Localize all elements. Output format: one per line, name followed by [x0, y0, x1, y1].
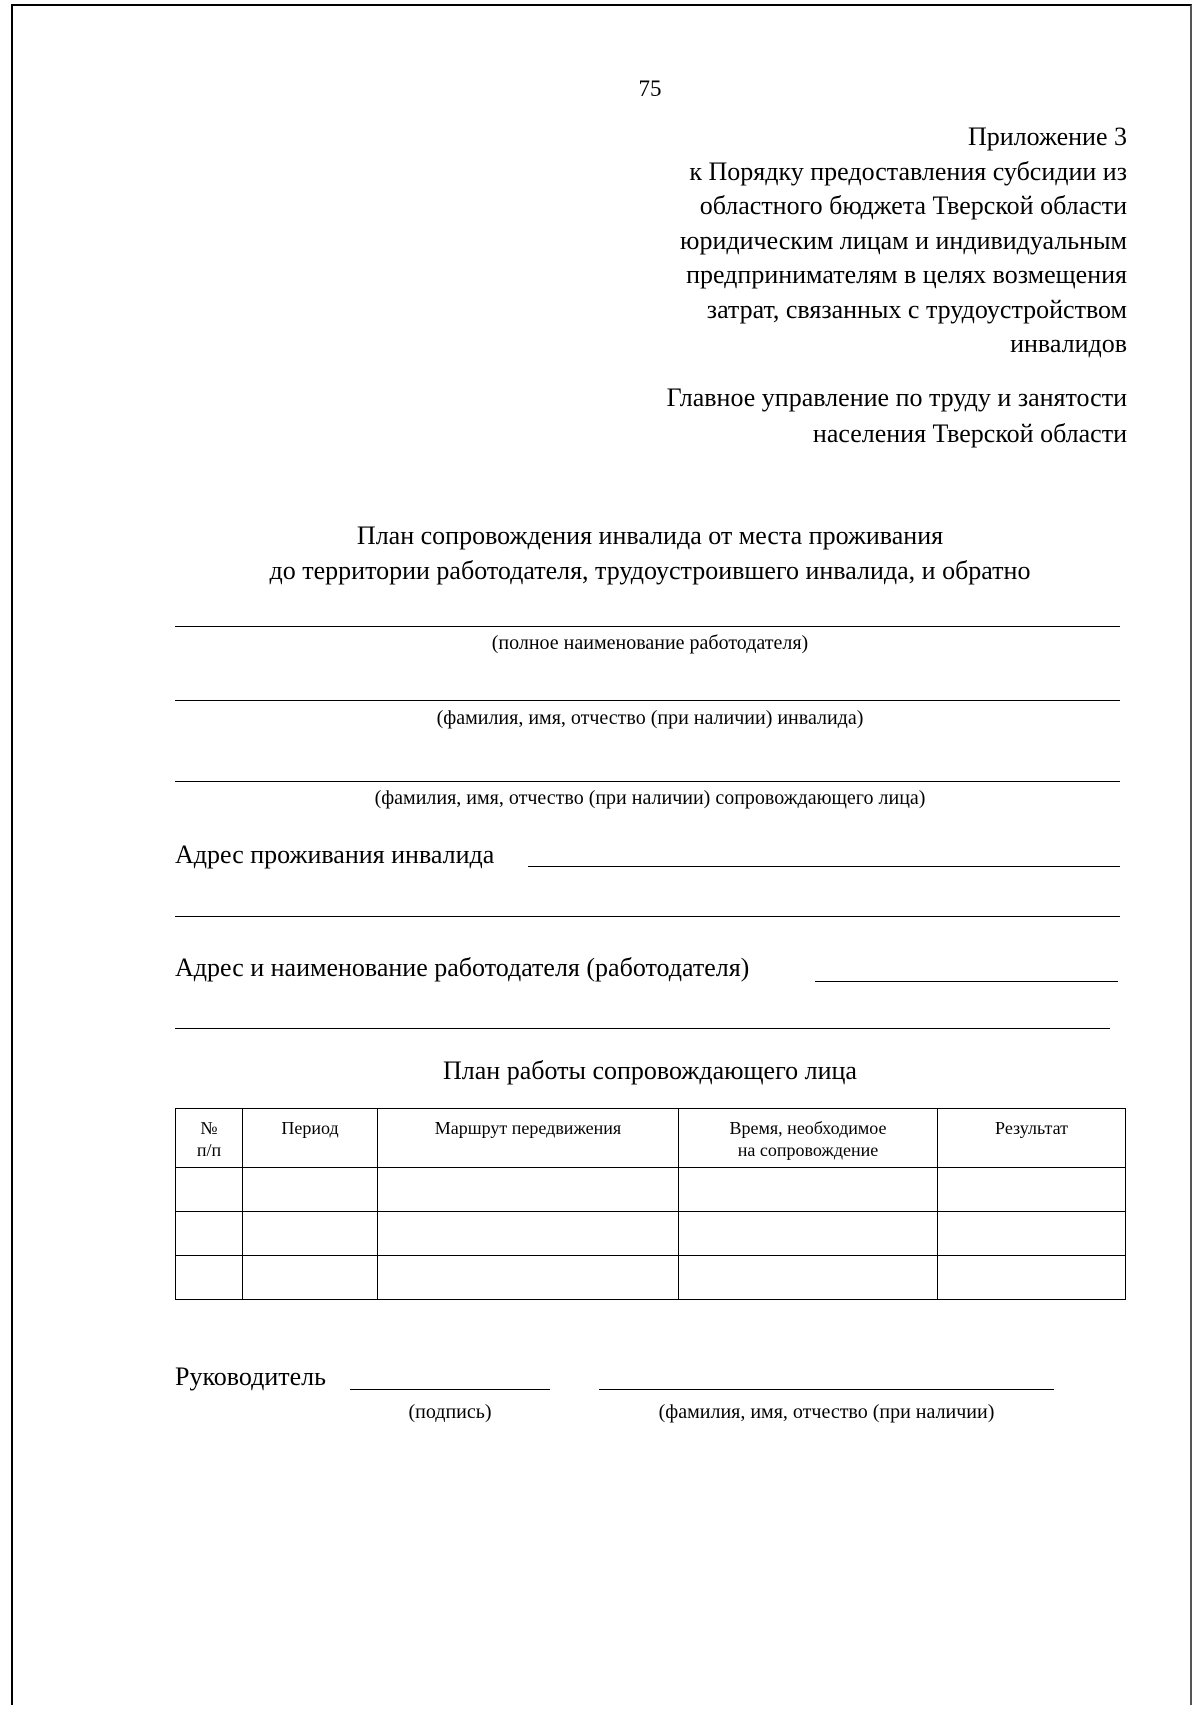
escort-name-caption: (фамилия, имя, отчество (при наличии) сопровождающего лица) — [374, 787, 926, 809]
table-cell[interactable] — [176, 1256, 243, 1300]
appendix-line: областного бюджета Тверской области — [699, 191, 1127, 220]
appendix-line: к Порядку предоставления субсидии из — [689, 156, 1127, 186]
page-number: 75 — [638, 76, 662, 101]
appendix-line: Приложение 3 — [967, 122, 1127, 151]
head-name-line[interactable] — [599, 1389, 1054, 1390]
appendix-line: юридическим лицам и индивидуальным — [680, 225, 1127, 255]
table-cell[interactable] — [176, 1168, 243, 1212]
signature-line[interactable] — [350, 1389, 550, 1390]
column-header-result: Результат — [938, 1109, 1126, 1168]
column-header-route: Маршрут передвижения — [378, 1109, 679, 1168]
table-header-row — [176, 1109, 1126, 1168]
column-header-number: № п/п — [176, 1109, 243, 1168]
document-title — [175, 518, 1125, 588]
table-cell[interactable] — [243, 1168, 378, 1212]
table-cell[interactable] — [679, 1256, 938, 1300]
residence-address-line-2[interactable] — [175, 916, 1120, 917]
employer-address-line-2[interactable] — [175, 1028, 1110, 1029]
residence-address-line[interactable] — [528, 866, 1120, 867]
employer-address-label: Адрес и наименование работодателя (работодателя) — [175, 953, 750, 982]
table-cell[interactable] — [938, 1256, 1126, 1300]
column-header-time: Время, необходимое на сопровождение — [679, 1109, 938, 1168]
employer-name-caption: (полное наименование работодателя) — [491, 632, 809, 654]
table-cell[interactable] — [243, 1212, 378, 1256]
disabled-person-name-line[interactable] — [175, 700, 1120, 701]
addressee-line: населения Тверской области — [812, 419, 1127, 448]
work-plan-title: План работы сопровождающего лица — [443, 1056, 857, 1085]
table-row — [176, 1256, 1126, 1300]
table-cell[interactable] — [378, 1256, 679, 1300]
table-cell[interactable] — [938, 1212, 1126, 1256]
table-row — [176, 1168, 1126, 1212]
table-cell[interactable] — [243, 1256, 378, 1300]
head-name-caption: (фамилия, имя, отчество (при наличии) — [658, 1401, 995, 1423]
title-line: План сопровождения инвалида от места проживания — [356, 521, 944, 550]
addressee-block — [527, 380, 1127, 452]
table-row — [176, 1212, 1126, 1256]
appendix-block — [527, 120, 1127, 362]
appendix-line: затрат, связанных с трудоустройством — [706, 294, 1127, 324]
table-cell[interactable] — [378, 1212, 679, 1256]
column-header-period: Период — [243, 1109, 378, 1168]
residence-address-label: Адрес проживания инвалида — [175, 840, 495, 869]
appendix-line: инвалидов — [1010, 329, 1127, 358]
table-cell[interactable] — [679, 1212, 938, 1256]
table-cell[interactable] — [679, 1168, 938, 1212]
signature-caption: (подпись) — [408, 1401, 492, 1423]
escort-name-line[interactable] — [175, 781, 1120, 782]
appendix-line: предпринимателям в целях возмещения — [686, 260, 1127, 289]
employer-address-line[interactable] — [815, 981, 1118, 982]
employer-name-line[interactable] — [175, 626, 1120, 627]
disabled-person-name-caption: (фамилия, имя, отчество (при наличии) инвалида) — [436, 707, 864, 729]
title-line: до территории работодателя, трудоустроившего инвалида, и обратно — [269, 556, 1031, 585]
table-cell[interactable] — [378, 1168, 679, 1212]
table-cell[interactable] — [176, 1212, 243, 1256]
table-cell[interactable] — [938, 1168, 1126, 1212]
addressee-line: Главное управление по труду и занятости — [666, 383, 1127, 412]
work-plan-table — [175, 1108, 1126, 1300]
head-signature-label: Руководитель — [175, 1362, 326, 1391]
